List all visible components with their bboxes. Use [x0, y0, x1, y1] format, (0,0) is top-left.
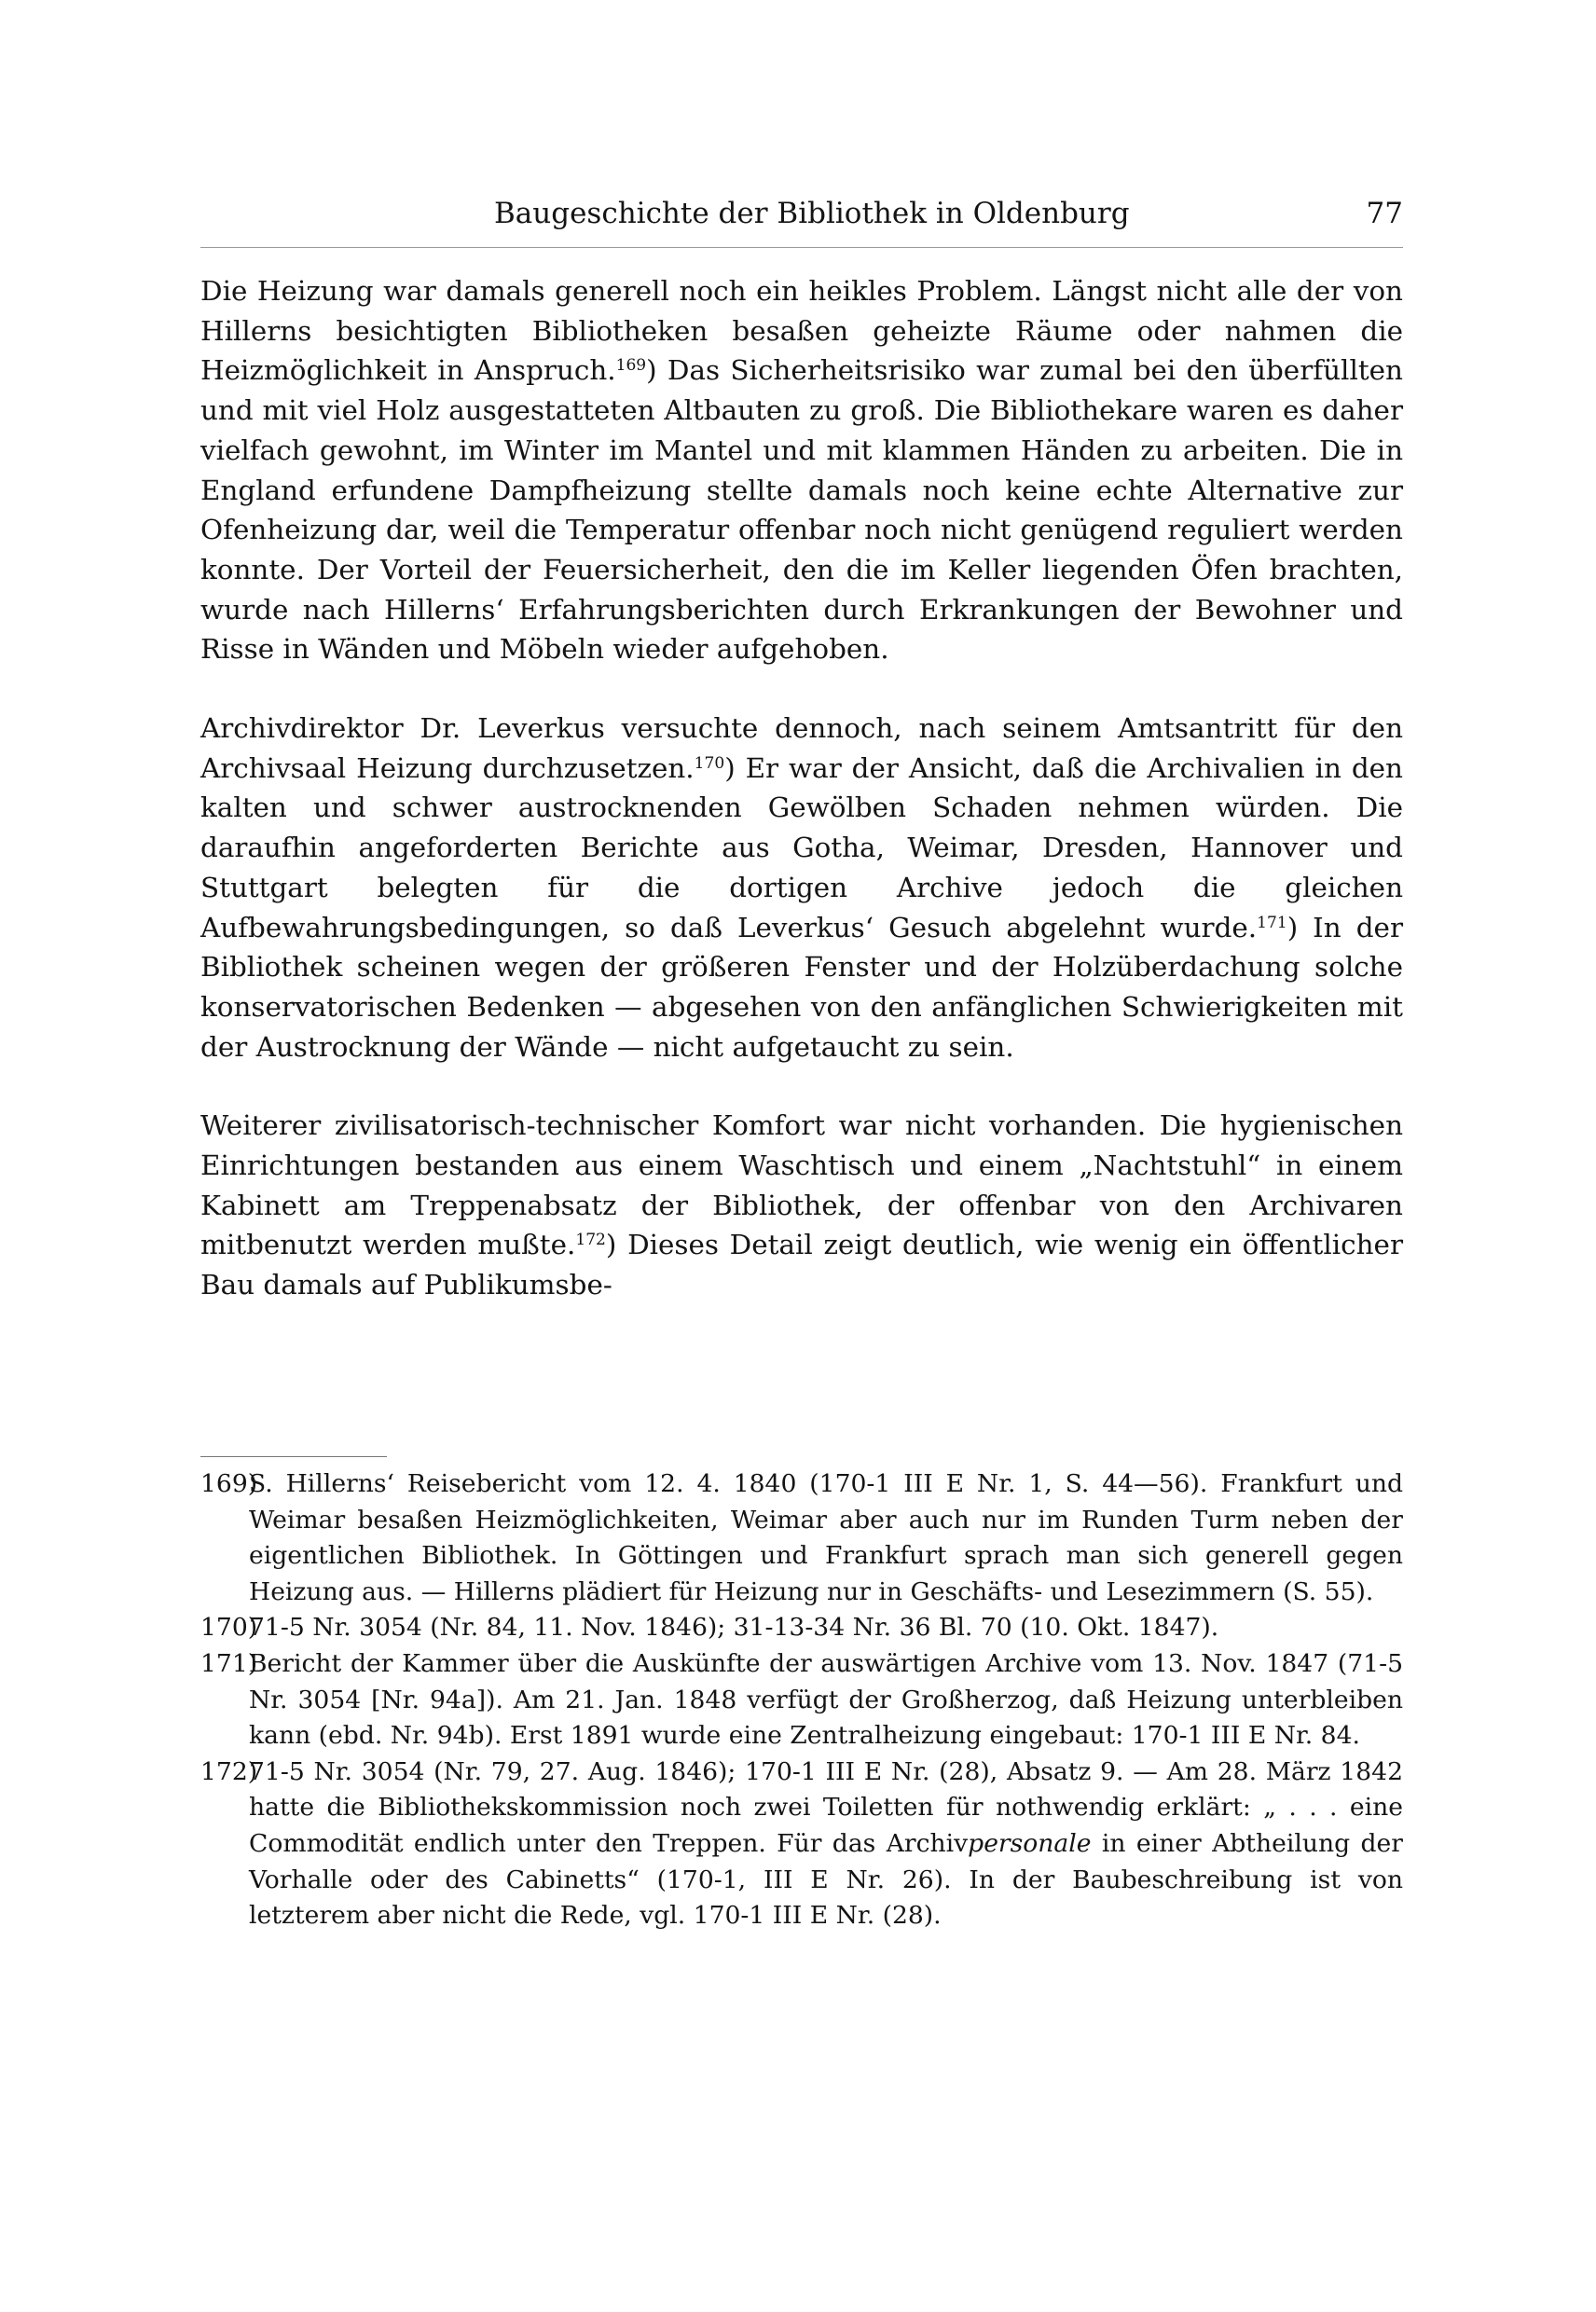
running-title: Baugeschichte der Bibliothek in Oldenburg: [494, 197, 1130, 230]
text-run: in einer Abtheilung der Vorhalle oder des Cabinetts“ (170-1, III E Nr. 26). In der Baubeschreibung ist von letzterem aber nicht die Rede, vgl. 170-1 III E Nr. (28).: [249, 1828, 1403, 1931]
footnotes: [200, 1466, 1403, 1934]
footnote: [200, 1610, 1403, 1646]
footnote-number: 171): [200, 1648, 258, 1678]
footnote-text: [249, 1757, 1403, 1930]
book-page: [200, 0, 1403, 2312]
text-run: ) Dieses Detail zeigt deutlich, wie wenig ein öffentlicher Bau damals auf Publikumsbe-: [200, 1229, 1403, 1301]
running-head: [200, 191, 1403, 236]
footnote-ref: 169: [615, 356, 647, 376]
footnote-number: 169): [200, 1469, 258, 1498]
text-run: Bericht der Kammer über die Auskünfte der auswärtigen Archive vom 13. Nov. 1847 (71-5 Nr. 3054 [Nr. 94a]). Am 21. Jan. 1848 verfügt der Großherzog, daß Heizung unterbleiben kann (ebd. Nr. 94b). Erst 1891 wurde eine Zentralheizung eingebaut: 170-1 III E Nr. 84.: [249, 1648, 1403, 1751]
footnote: [200, 1755, 1403, 1934]
header-rule: [200, 247, 1403, 248]
footnote: [200, 1466, 1403, 1610]
text-run: Archivdirektor Dr. Leverkus versuchte dennoch, nach seinem Amtsantritt für den Archivsaal Heizung durchzusetzen.: [200, 712, 1403, 784]
footnote-ref: 172: [575, 1231, 606, 1250]
text-run: S. Hillerns‘ Reisebericht vom 12. 4. 1840 (170-1 III E Nr. 1, S. 44—56). Frankfurt und Weimar besaßen Heizmöglichkeiten, Weimar aber auch nur im Runden Turm neben der eigentlichen Bibliothek. In Göttingen und Frankfurt sprach man sich generell gegen Heizung aus. — Hillerns plädiert für Heizung nur in Geschäfts- und Lesezimmern (S. 55).: [249, 1469, 1403, 1606]
footnote-text: [249, 1613, 1218, 1642]
footnote-text: [249, 1469, 1403, 1606]
footnote-number: 172): [200, 1756, 258, 1786]
page-number: 77: [1366, 197, 1403, 230]
footnote-ref: 171: [1257, 913, 1287, 932]
paragraph: [200, 271, 1403, 669]
italic-text: personale: [968, 1828, 1092, 1858]
footnote-rule: [200, 1456, 387, 1457]
footnote: [200, 1646, 1403, 1755]
text-run: Weiterer zivilisatorisch-technischer Komfort war nicht vorhanden. Die hygienischen Einrichtungen bestanden aus einem Waschtisch und einem „Nachtstuhl“ in einem Kabinett am Treppenabsatz der Bibliothek, der offenbar von den Archivaren mitbenutzt werden mußte.: [200, 1109, 1403, 1261]
text-run: 71-5 Nr. 3054 (Nr. 84, 11. Nov. 1846); 31-13-34 Nr. 36 Bl. 70 (10. Okt. 1847).: [249, 1613, 1219, 1643]
footnote-text: [249, 1649, 1403, 1750]
body-text: [200, 271, 1403, 1305]
footnote-number: 170): [200, 1613, 258, 1643]
text-run: Die Heizung war damals generell noch ein heikles Problem. Längst nicht alle der von Hillerns besichtigten Bibliotheken besaßen geheizte Räume oder nahmen die Heizmöglichkeit in Anspruch.: [200, 275, 1403, 387]
paragraph: [200, 709, 1403, 1067]
paragraph: [200, 1106, 1403, 1305]
text-run: 71-5 Nr. 3054 (Nr. 79, 27. Aug. 1846); 170-1 III E Nr. (28), Absatz 9. — Am 28. März 1842 hatte die Bibliothekskommission noch zwei Toiletten für nothwendig erklärt: „ . . . eine Commodität endlich unter den Treppen. Für das Archiv: [249, 1756, 1403, 1858]
text-run: ) In der Bibliothek scheinen wegen der größeren Fenster und der Holzüberdachung solche konservatorischen Bedenken — abgesehen von den anfänglichen Schwierigkeiten mit der Austrocknung der Wände — nicht aufgetaucht zu sein.: [200, 911, 1403, 1063]
footnote-ref: 170: [694, 753, 725, 773]
text-run: ) Das Sicherheitsrisiko war zumal bei den überfüllten und mit viel Holz ausgestatteten Altbauten zu groß. Die Bibliothekare waren es daher vielfach gewohnt, im Winter im Mantel und mit klammen Händen zu arbeiten. Die in England erfundene Dampfheizung stellte damals noch keine echte Alternative zur Ofenheizung dar, weil die Temperatur offenbar noch nicht genügend reguliert werden konnte. Der Vorteil der Feuersicherheit, den die im Keller liegenden Öfen brachten, wurde nach Hillerns‘ Erfahrungsberichten durch Erkrankungen der Bewohner und Risse in Wänden und Möbeln wieder aufgehoben.: [200, 354, 1403, 666]
text-run: ) Er war der Ansicht, daß die Archivalien in den kalten und schwer austrocknenden Gewölben Schaden nehmen würden. Die daraufhin angeforderten Berichte aus Gotha, Weimar, Dresden, Hannover und Stuttgart belegten für die dortigen Archive jedoch die gleichen Aufbewahrungsbedingungen, so daß Leverkus‘ Gesuch abgelehnt wurde.: [200, 751, 1403, 943]
